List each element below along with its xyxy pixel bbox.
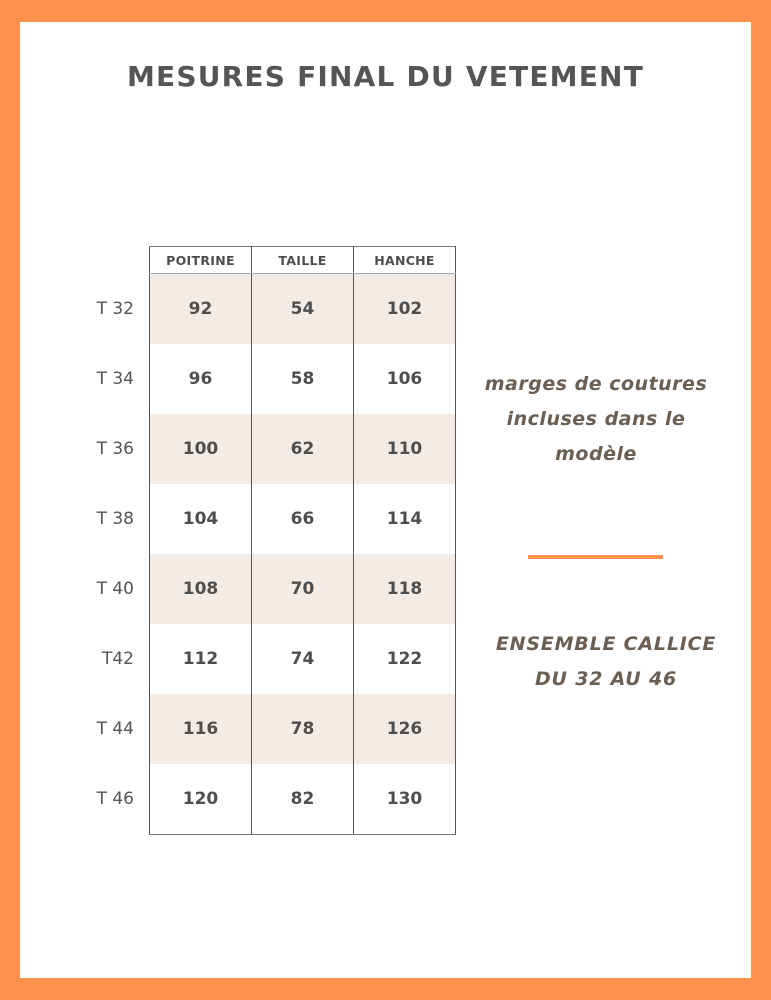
poitrine-value: 120 bbox=[150, 764, 252, 835]
table-row bbox=[149, 694, 456, 764]
table-row bbox=[149, 414, 456, 484]
hanche-value: 122 bbox=[354, 624, 456, 694]
taille-value: 70 bbox=[252, 554, 354, 624]
poitrine-value: 108 bbox=[150, 554, 252, 624]
taille-value: 58 bbox=[252, 344, 354, 414]
table-row bbox=[149, 624, 456, 694]
poitrine-value: 92 bbox=[150, 274, 252, 345]
poitrine-value: 116 bbox=[150, 694, 252, 764]
header-taille: TAILLE bbox=[252, 247, 354, 274]
table-row bbox=[149, 274, 456, 345]
hanche-value: 110 bbox=[354, 414, 456, 484]
size-label: T 32 bbox=[96, 298, 134, 319]
hanche-value: 102 bbox=[354, 274, 456, 345]
note-line: marges de coutures bbox=[484, 373, 708, 395]
table-row bbox=[149, 344, 456, 414]
taille-value: 78 bbox=[252, 694, 354, 764]
table-row bbox=[149, 764, 456, 835]
note-line: modèle bbox=[555, 443, 637, 465]
hanche-value: 126 bbox=[354, 694, 456, 764]
size-label: T 44 bbox=[96, 719, 134, 739]
collection-size-range: DU 32 AU 46 bbox=[534, 668, 677, 690]
note-line: incluses dans le bbox=[506, 408, 686, 430]
measurements-table bbox=[96, 246, 456, 835]
taille-value: 54 bbox=[252, 274, 354, 345]
taille-value: 74 bbox=[252, 624, 354, 694]
hanche-value: 106 bbox=[354, 344, 456, 414]
collection-info bbox=[470, 627, 742, 697]
taille-value: 66 bbox=[252, 484, 354, 554]
page-card bbox=[20, 22, 751, 978]
size-label: T 46 bbox=[96, 789, 134, 809]
table-row bbox=[149, 484, 456, 554]
poitrine-value: 100 bbox=[150, 414, 252, 484]
poitrine-value: 104 bbox=[150, 484, 252, 554]
collection-name: ENSEMBLE CALLICE bbox=[495, 633, 717, 655]
hanche-value: 118 bbox=[354, 554, 456, 624]
size-label: T 34 bbox=[96, 369, 134, 389]
poitrine-value: 112 bbox=[150, 624, 252, 694]
size-label: T42 bbox=[101, 649, 134, 669]
header-poitrine: POITRINE bbox=[150, 247, 252, 274]
size-label: T 36 bbox=[96, 439, 134, 459]
taille-value: 62 bbox=[252, 414, 354, 484]
accent-divider bbox=[528, 555, 663, 559]
header-hanche: HANCHE bbox=[354, 247, 456, 274]
size-label: T 38 bbox=[96, 509, 134, 529]
seam-allowance-note bbox=[460, 367, 732, 472]
poitrine-value: 96 bbox=[150, 344, 252, 414]
page-title: MESURES FINAL DU VETEMENT bbox=[126, 60, 644, 93]
table-row bbox=[149, 554, 456, 624]
taille-value: 82 bbox=[252, 764, 354, 835]
hanche-value: 114 bbox=[354, 484, 456, 554]
size-label: T 40 bbox=[96, 579, 134, 599]
table-header-row bbox=[149, 247, 456, 274]
hanche-value: 130 bbox=[354, 764, 456, 835]
